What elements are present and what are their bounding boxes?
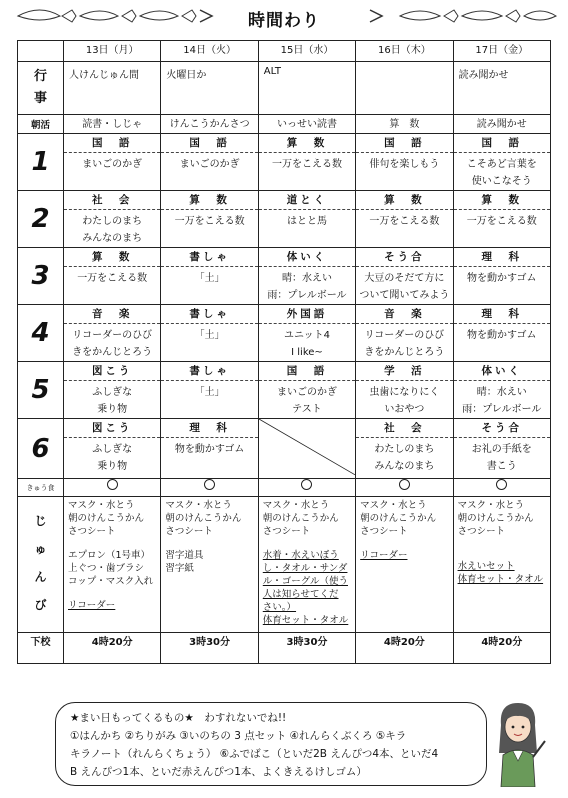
preparation-item: 朝のけんこうかん xyxy=(68,513,145,524)
lesson-cell xyxy=(453,248,550,305)
lesson-text: 雨：プレルボール xyxy=(462,404,542,415)
preparation-item xyxy=(360,538,452,549)
dismissal-label: 下校 xyxy=(18,633,64,664)
preparation-item xyxy=(263,538,355,549)
preparation-cell xyxy=(453,497,550,633)
diagonal-line xyxy=(259,419,355,475)
subject: 音 楽 xyxy=(64,305,160,324)
preparation-item: 水着・水えいぼう xyxy=(262,550,339,561)
subject: 体いく xyxy=(259,248,355,267)
lesson-cell xyxy=(161,191,258,248)
lesson-text: 「土」 xyxy=(194,273,225,284)
dismissal-time: 4時20分 xyxy=(453,633,550,664)
preparation-label-char: び xyxy=(34,598,47,612)
period-row xyxy=(18,134,551,191)
preparation-item: 朝のけんこうかん xyxy=(360,513,437,524)
preparation-item: エプロン（1号車） xyxy=(68,550,151,561)
preparation-cell xyxy=(258,497,355,633)
morning-activity-cell: 読み聞かせ xyxy=(453,115,550,134)
lesson-cell xyxy=(258,191,355,248)
preparation-item: さつシート xyxy=(68,526,116,537)
lesson-cell xyxy=(161,419,258,479)
lunch-row xyxy=(18,479,551,497)
lesson-text: 物を動かすゴム xyxy=(174,444,245,455)
lesson-text: ユニット4 xyxy=(283,330,330,341)
preparation-cell xyxy=(64,497,161,633)
dismissal-time: 3時30分 xyxy=(161,633,258,664)
event-label-text: 行事 xyxy=(33,69,47,106)
period-number-text: 2 xyxy=(31,204,50,234)
lunch-cell xyxy=(453,479,550,497)
daily-items-note xyxy=(55,702,487,786)
lunch-cell xyxy=(356,479,453,497)
period-number-text: 3 xyxy=(31,261,50,291)
subject: 理 科 xyxy=(454,248,550,267)
lesson-cell xyxy=(258,305,355,362)
lesson-cell xyxy=(64,419,161,479)
subject: 音 楽 xyxy=(356,305,452,324)
morning-activity-cell: 算 数 xyxy=(356,115,453,134)
subject: 図こう xyxy=(64,362,160,381)
lesson-cell xyxy=(453,362,550,419)
subject: 国 語 xyxy=(64,134,160,153)
subject: 書しゃ xyxy=(161,305,257,324)
lesson-text: 一万をこえる数 xyxy=(174,216,245,227)
lesson-cell xyxy=(356,362,453,419)
dismissal-time: 3時30分 xyxy=(258,633,355,664)
lunch-circle-icon xyxy=(301,479,312,490)
lesson-text: 「土」 xyxy=(194,330,225,341)
preparation-item: 朝のけんこうかん xyxy=(457,513,534,524)
lesson-text: 乗り物 xyxy=(97,404,128,415)
lesson-text: 乗り物 xyxy=(97,461,128,472)
preparation-item: マスク・水とう xyxy=(68,500,135,511)
period-row xyxy=(18,305,551,362)
lesson-text: きをかんじとろう xyxy=(72,347,153,358)
preparation-item xyxy=(68,588,160,599)
lesson-cell xyxy=(64,305,161,362)
preparation-item xyxy=(458,538,550,549)
lesson-text: わたしのまち xyxy=(82,216,143,227)
lesson-text: 一万をこえる数 xyxy=(271,159,342,170)
day-header: 17日（金） xyxy=(453,41,550,62)
lesson-cell xyxy=(161,362,258,419)
preparation-item: さい。） xyxy=(262,602,297,613)
corner-cell xyxy=(18,41,64,62)
lesson-cell xyxy=(453,134,550,191)
lesson-cell xyxy=(356,419,453,479)
preparation-label-char: ん xyxy=(34,570,47,584)
lesson-cell xyxy=(258,362,355,419)
lunch-circle-icon xyxy=(107,479,118,490)
subject: 算 数 xyxy=(454,191,550,210)
lesson-text: ふしぎな xyxy=(92,444,133,455)
preparation-label-char: じ xyxy=(34,514,47,528)
lesson-cell xyxy=(453,419,550,479)
lesson-text: 「土」 xyxy=(194,387,225,398)
lesson-cell xyxy=(356,305,453,362)
lesson-text: 雨：プレルボール xyxy=(267,290,347,301)
subject: そう合 xyxy=(454,419,550,438)
preparation-label xyxy=(18,497,64,633)
lunch-circle-icon xyxy=(399,479,410,490)
period-number xyxy=(18,419,64,479)
period-row xyxy=(18,191,551,248)
preparation-item: マスク・水とう xyxy=(262,500,330,511)
lesson-text: まいごのかぎ xyxy=(82,159,143,170)
day-header: 13日（月） xyxy=(64,41,161,62)
lunch-circle-icon xyxy=(496,479,507,490)
subject: 外国語 xyxy=(259,305,355,324)
lunch-cell xyxy=(258,479,355,497)
subject: 書しゃ xyxy=(161,248,257,267)
subject: 理 科 xyxy=(161,419,257,438)
lesson-cell xyxy=(453,191,550,248)
lesson-text: はとと馬 xyxy=(286,216,327,227)
dismissal-time: 4時20分 xyxy=(356,633,453,664)
subject: 算 数 xyxy=(64,248,160,267)
lunch-label: きゅう食 xyxy=(18,479,64,497)
dismissal-row xyxy=(18,633,551,664)
subject: 国 語 xyxy=(454,134,550,153)
period-number-text: 5 xyxy=(31,375,50,405)
lesson-text: ついて聞いてみよう xyxy=(359,290,450,301)
period-number xyxy=(18,134,64,191)
lesson-cell xyxy=(64,134,161,191)
lunch-circle-icon xyxy=(204,479,215,490)
lesson-text: 一万をこえる数 xyxy=(369,216,440,227)
lesson-cell xyxy=(161,305,258,362)
event-cell xyxy=(356,62,452,66)
preparation-item: 人は知らせてくだ xyxy=(262,589,339,600)
preparation-item: 習字道具 xyxy=(165,550,204,561)
event-cell: 人けんじゅん間 xyxy=(69,70,139,81)
period-row xyxy=(18,419,551,479)
lesson-cell xyxy=(356,248,453,305)
preparation-label-char: ゅ xyxy=(34,542,47,556)
period-number-text: 4 xyxy=(31,318,50,348)
subject: 書しゃ xyxy=(161,362,257,381)
subject: 体いく xyxy=(454,362,550,381)
note-line: ★まい日もってくるもの★ わすれないでね!! xyxy=(70,712,287,724)
lesson-cell xyxy=(356,191,453,248)
period-number xyxy=(18,305,64,362)
preparation-item: 体育セット・タオル xyxy=(457,574,544,585)
subject: 国 語 xyxy=(356,134,452,153)
lesson-cell xyxy=(161,134,258,191)
lesson-cell xyxy=(258,248,355,305)
lesson-text: 晴：水えい xyxy=(281,273,332,284)
lesson-cell xyxy=(258,134,355,191)
lesson-text: 大豆のそだて方に xyxy=(364,273,445,284)
event-cell: 火曜日か xyxy=(166,70,207,81)
subject: 算 数 xyxy=(259,134,355,153)
timetable xyxy=(17,40,551,664)
lesson-text: I like~ xyxy=(291,347,323,358)
morning-activity-label: 朝活 xyxy=(18,115,64,134)
preparation-item: 習字紙 xyxy=(165,563,194,574)
preparation-item: さつシート xyxy=(360,526,408,537)
lesson-text: みんなのまち xyxy=(82,233,143,244)
subject: 図こう xyxy=(64,419,160,438)
subject: そう合 xyxy=(356,248,452,267)
preparation-item: リコーダー xyxy=(68,600,116,611)
preparation-item: 朝のけんこうかん xyxy=(165,513,242,524)
preparation-item: 体育セット・タオル xyxy=(262,615,349,626)
lunch-cell xyxy=(161,479,258,497)
note-line: キラノート（れんらくちょう） ⑥ふでばこ（といだ2B えんぴつ4本、といだ4 xyxy=(70,748,439,760)
event-cell: 読み聞かせ xyxy=(458,70,509,81)
dismissal-time: 4時20分 xyxy=(64,633,161,664)
period-row xyxy=(18,362,551,419)
morning-activity-row xyxy=(18,115,551,134)
preparation-item xyxy=(165,538,257,549)
empty-lesson-cell xyxy=(258,419,355,479)
lesson-text: こそあど言葉を xyxy=(466,159,537,170)
lesson-text: 書こう xyxy=(486,461,517,472)
page-title: 時間わり xyxy=(248,11,320,31)
preparation-item: さつシート xyxy=(262,526,311,537)
lesson-text: みんなのまち xyxy=(374,461,435,472)
preparation-item: マスク・水とう xyxy=(360,500,427,511)
preparation-row xyxy=(18,497,551,633)
lesson-text: 一万をこえる数 xyxy=(466,216,537,227)
period-row xyxy=(18,248,551,305)
lesson-text: リコーダーのひび xyxy=(72,330,153,341)
lesson-text: 虫歯になりにく xyxy=(369,387,440,398)
lesson-text: きをかんじとろう xyxy=(364,347,445,358)
preparation-item: マスク・水とう xyxy=(457,500,525,511)
subject: 算 数 xyxy=(161,191,257,210)
preparation-item: し・タオル・サンダ xyxy=(262,563,348,574)
lesson-text: 一万をこえる数 xyxy=(77,273,148,284)
preparation-item: 上ぐつ・歯ブラシ xyxy=(68,563,145,574)
lesson-cell xyxy=(453,305,550,362)
note-line: ①はんかち ②ちりがみ ③いのちの 3 点セット ④れんらくぶくろ ⑤キラ xyxy=(70,730,407,742)
lesson-text: 俳句を楽しもう xyxy=(369,159,440,170)
subject: 社 会 xyxy=(356,419,452,438)
lesson-text: お礼の手紙を xyxy=(471,444,532,455)
lesson-text: まいごのかぎ xyxy=(179,159,240,170)
lesson-text: リコーダーのひび xyxy=(364,330,445,341)
preparation-item: リコーダー xyxy=(360,550,408,561)
lesson-text: わたしのまち xyxy=(374,444,435,455)
event-row xyxy=(18,62,551,115)
lunch-cell xyxy=(64,479,161,497)
day-header-row xyxy=(18,41,551,62)
preparation-cell xyxy=(356,497,453,633)
lesson-cell xyxy=(64,362,161,419)
teacher-illustration-icon xyxy=(487,695,549,787)
subject: 道とく xyxy=(259,191,355,210)
lesson-text: テスト xyxy=(292,404,322,415)
subject: 国 語 xyxy=(259,362,355,381)
lesson-text: 使いこなそう xyxy=(471,176,532,187)
period-number xyxy=(18,362,64,419)
note-line: B えんぴつ1本、といだ赤えんぴつ1本、よくきえるけしゴム） xyxy=(70,766,367,778)
period-number-text: 6 xyxy=(31,433,50,464)
preparation-item: 水えいセット xyxy=(457,561,515,572)
preparation-item: ル・ゴーグル（使う xyxy=(262,576,348,587)
subject: 算 数 xyxy=(356,191,452,210)
preparation-item: さつシート xyxy=(165,526,213,537)
morning-activity-cell: いっせい読書 xyxy=(258,115,355,134)
preparation-cell xyxy=(161,497,258,633)
subject: 学 活 xyxy=(356,362,452,381)
lesson-cell xyxy=(64,191,161,248)
lesson-cell xyxy=(161,248,258,305)
subject: 理 科 xyxy=(454,305,550,324)
period-number xyxy=(18,191,64,248)
lesson-cell xyxy=(64,248,161,305)
preparation-item: 朝のけんこうかん xyxy=(262,513,339,524)
lesson-text: まいごのかぎ xyxy=(276,387,337,398)
day-header: 16日（木） xyxy=(356,41,453,62)
lesson-text: 物を動かすゴム xyxy=(467,330,537,341)
period-number xyxy=(18,248,64,305)
event-label xyxy=(18,62,64,115)
lesson-cell xyxy=(356,134,453,191)
morning-activity-cell: けんこうかんさつ xyxy=(161,115,258,134)
page-header xyxy=(0,0,568,34)
period-number-text: 1 xyxy=(31,147,50,177)
lesson-text: 物を動かすゴム xyxy=(467,273,537,284)
lesson-text: いおやつ xyxy=(384,404,425,415)
lesson-text: 晴：水えい xyxy=(476,387,527,398)
event-cell: ALT xyxy=(263,66,281,77)
preparation-item xyxy=(458,549,550,560)
lesson-text: ふしぎな xyxy=(92,387,133,398)
preparation-item xyxy=(68,538,160,549)
subject: 国 語 xyxy=(161,134,257,153)
morning-activity-cell: 読書・しじゃ xyxy=(64,115,161,134)
preparation-item: マスク・水とう xyxy=(165,500,232,511)
preparation-item: さつシート xyxy=(457,526,506,537)
day-header: 15日（水） xyxy=(258,41,355,62)
day-header: 14日（火） xyxy=(161,41,258,62)
subject: 社 会 xyxy=(64,191,160,210)
preparation-item: コップ・マスク入れ xyxy=(68,576,154,587)
